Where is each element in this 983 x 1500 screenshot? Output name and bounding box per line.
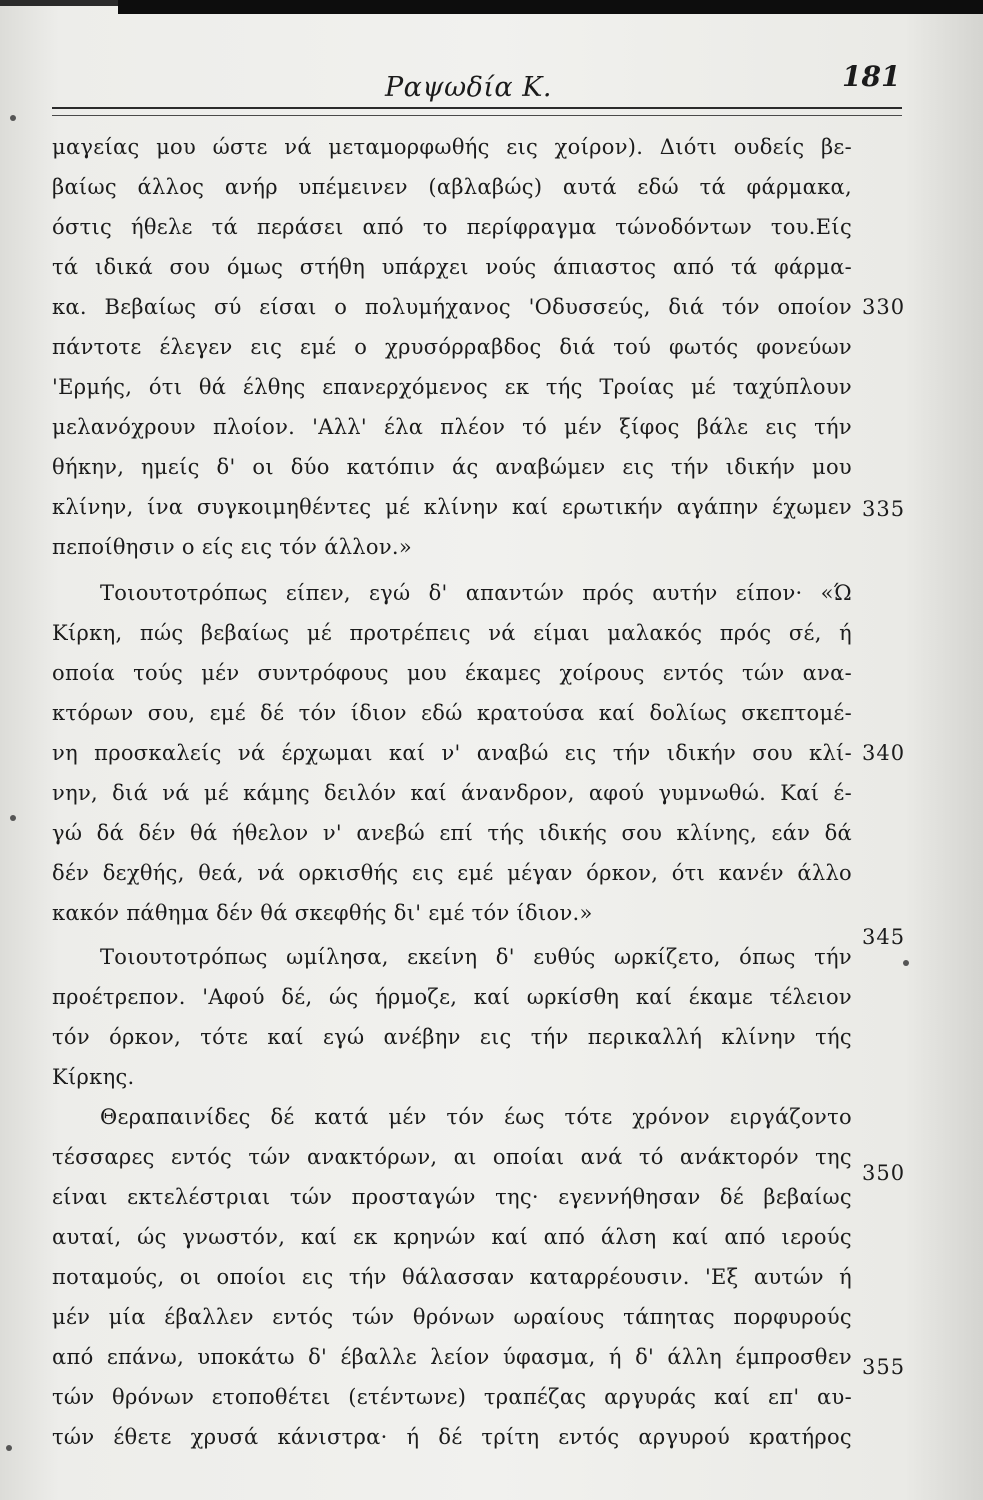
text-line: τών θρόνων ετοποθέτει (ετέντωνε) τραπέζας αργυράς καί επ' αυ- [52,1385,852,1409]
paragraph-first-line: Τοιουτοτρόπως ωμίλησα, εκείνη δ' ευθύς ωρκίζετο, όπως τήν [100,945,852,969]
text-line: θήκην, ημείς δ' οι δύο κατόπιν άς αναβώμεν εις τήν ιδικήν μου [52,455,852,479]
text-line: μελανόχρουν πλοίον. 'Αλλ' έλα πλέον τό μέν ξίφος βάλε εις τήν [52,415,852,439]
text-line: Κίρκη, πώς βεβαίως μέ προτρέπεις νά είμαι μαλακός πρός σέ, ή [52,621,852,645]
ink-speck [903,960,909,966]
text-line: ποταμούς, οι οποίοι εις τήν θάλασσαν καταρρέουσιν. 'Εξ αυτών ή [52,1265,852,1289]
header-rule-thin [52,115,902,116]
text-line: αυταί, ώς γνωστόν, καί εκ κρηνών καί από άλση καί από ιερούς [52,1225,852,1249]
text-line: τών έθετε χρυσά κάνιστρα· ή δέ τρίτη εντός αργυρού κρατήρος [52,1425,852,1449]
text-line: τά ιδικά σου όμως στήθη υπάρχει νούς άπιαστος από τά φάρμα- [52,255,852,279]
text-line: είναι εκτελέστριαι τών προσταγών της· εγεννήθησαν δέ βεβαίως [52,1185,852,1209]
scan-top-band [118,0,983,14]
text-line: 'Ερμής, ότι θά έλθης επανερχόμενος εκ τής Τροίας μέ ταχύπλουν [52,375,852,399]
verse-number: 335 [862,497,906,521]
verse-number: 330 [862,295,906,319]
text-line: κλίνην, ίνα συγκοιμηθέντες μέ κλίνην καί ερωτικήν αγάπην έχωμεν [52,495,852,519]
header-rule [52,107,902,109]
text-line: τέσσαρες εντός τών ανακτόρων, αι οποίαι ανά τό ανάκτορόν της [52,1145,852,1169]
verse-number: 345 [862,925,906,949]
text-line: όστις ήθελε τά περάσει από το περίφραγμα τώνοδόντων του.Είς [52,215,852,239]
text-line: νη προσκαλείς νά έρχωμαι καί ν' αναβώ εις τήν ιδικήν σου κλί- [52,741,852,765]
text-line: κα. Βεβαίως σύ είσαι ο πολυμήχανος 'Οδυσσεύς, διά τόν οποίον [52,295,852,319]
text-line: πάντοτε έλεγεν εις εμέ ο χρυσόρραβδος διά τού φωτός φονεύων [52,335,852,359]
text-line: κακόν πάθημα δέν θά σκεφθής δι' εμέ τόν ίδιον.» [52,901,593,925]
text-line: Κίρκης. [52,1065,135,1089]
scan-edge-shadow [0,0,118,6]
text-line: δέν δεχθής, θεά, νά ορκισθής εις εμέ μέγαν όρκον, ότι κανέν άλλο [52,861,852,885]
ink-speck [10,815,16,821]
text-line: από επάνω, υποκάτω δ' έβαλλε λείον ύφασμα, ή δ' άλλη έμπροσθεν [52,1345,852,1369]
text-line: βαίως άλλος ανήρ υπέμεινεν (αβλαβώς) αυτά εδώ τά φάρμακα, [52,175,852,199]
text-line: οποία τούς μέν συντρόφους μου έκαμες χοίρους εντός τών ανα- [52,661,852,685]
verse-number: 340 [862,741,906,765]
verse-number: 350 [862,1161,906,1185]
text-line: νην, διά νά μέ κάμης δειλόν καί άνανδρον, αφού γυμνωθώ. Καί έ- [52,781,852,805]
text-line: προέτρεπον. 'Αφού δέ, ώς ήρμοζε, καί ωρκίσθη καί έκαμε τέλειον [52,985,852,1009]
paragraph-first-line: Τοιουτοτρόπως είπεν, εγώ δ' απαντών πρός αυτήν είπον· «Ώ [100,581,852,605]
ink-speck [6,1445,12,1451]
running-title: Ραψωδία Κ. [385,72,552,103]
text-line: κτόρων σου, εμέ δέ τόν ίδιον εδώ κρατούσα καί δολίως σκεπτομέ- [52,701,852,725]
verse-number: 355 [862,1355,906,1379]
text-line: μέν μία έβαλλεν εντός τών θρόνων ωραίους τάπητας πορφυρούς [52,1305,852,1329]
paragraph-first-line: Θεραπαινίδες δέ κατά μέν τόν έως τότε χρόνον ειργάζοντο [100,1105,852,1129]
text-line: γώ δά δέν θά ήθελον ν' ανεβώ επί τής ιδικής σου κλίνης, εάν δά [52,821,852,845]
page-number: 181 [842,60,901,93]
text-line: πεποίθησιν ο είς εις τόν άλλον.» [52,535,413,559]
text-line: τόν όρκον, τότε καί εγώ ανέβην εις τήν περικαλλή κλίνην τής [52,1025,852,1049]
ink-speck [10,115,16,121]
text-line: μαγείας μου ώστε νά μεταμορφωθής εις χοίρον). Διότι ουδείς βε- [52,135,852,159]
